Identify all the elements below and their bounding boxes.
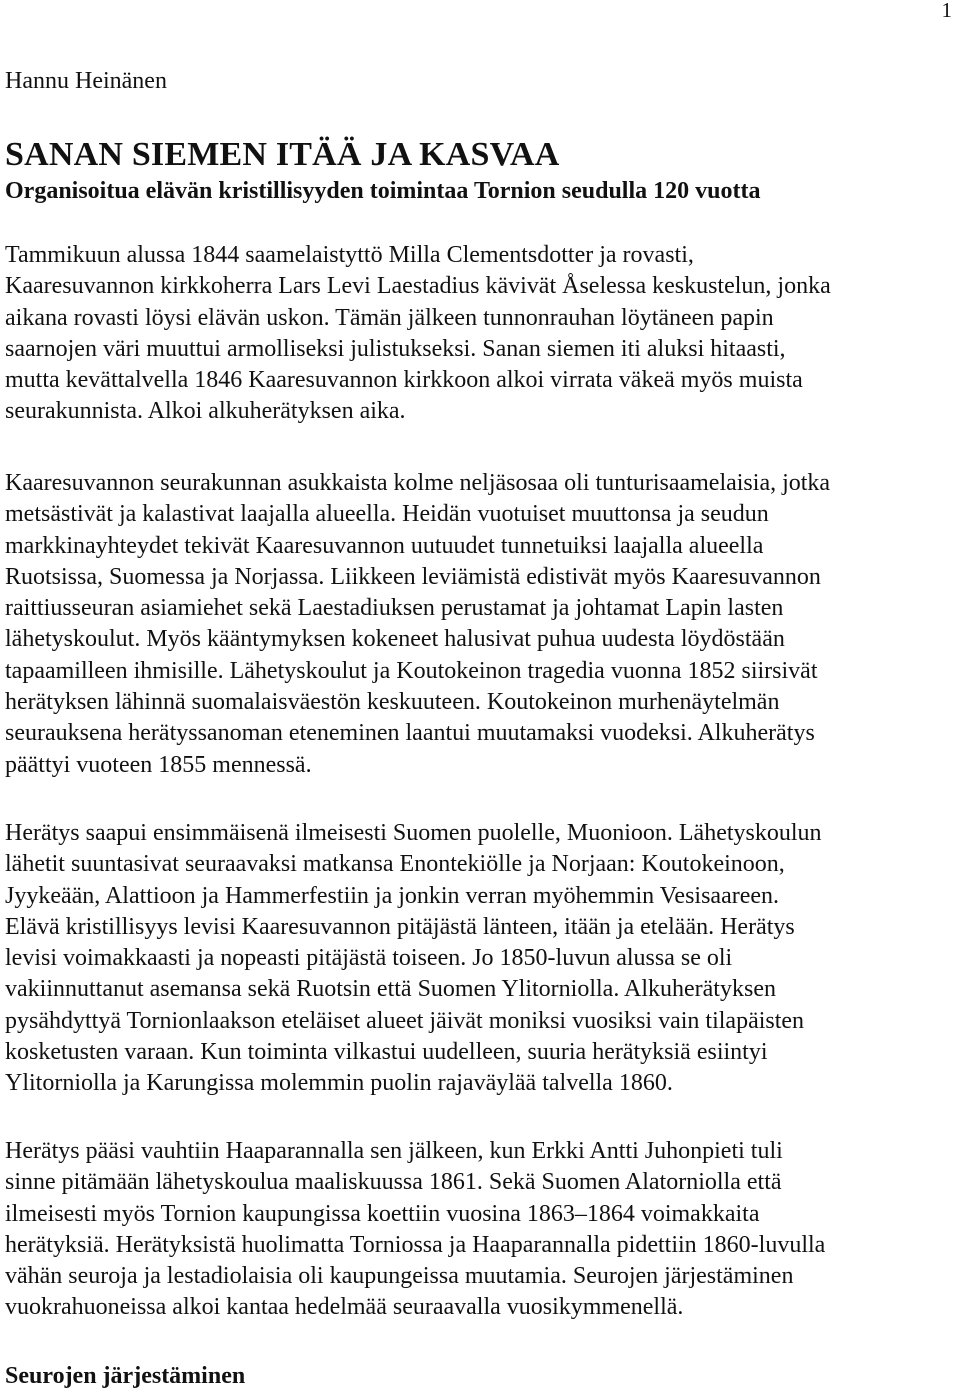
paragraph-4 [5,1136,955,1324]
document-subtitle: Organisoitua elävän kristillisyyden toimintaa Tornion seudulla 120 vuotta [5,178,761,204]
paragraph-line: vuokrahuoneissa alkoi kantaa hedelmää seuraavalla vuosikymmenellä. [5,1294,684,1321]
paragraph-line: markkinayhteydet tekivät Kaaresuvannon uutuudet tunnetuiksi laajalla alueella [5,532,764,559]
paragraph-line: Kaaresuvannon seurakunnan asukkaista kolme neljäsosaa oli tunturisaamelaisia, jotka [5,470,831,496]
paragraph-line: metsästivät ja kalastivat laajalla alueella. Heidän vuotuiset muuttonsa ja seudun [5,501,769,528]
document-title: SANAN SIEMEN ITÄÄ JA KASVAA [5,136,560,173]
section-heading: Seurojen järjestäminen [5,1363,246,1389]
paragraph-line: Ruotsissa, Suomessa ja Norjassa. Liikkeen leviämistä edistivät myös Kaaresuvannon [5,563,821,590]
paragraph-line: sinne pitämään lähetyskoulua maaliskuussa 1861. Sekä Suomen Alatorniolla että [5,1169,782,1196]
paragraph-2 [5,468,955,781]
paragraph-3 [5,818,955,1100]
paragraph-line: Ylitorniolla ja Karungissa molemmin puolin rajaväylää talvella 1860. [5,1070,673,1097]
paragraph-line: aikana rovasti löysi elävän uskon. Tämän jälkeen tunnonrauhan löytäneen papin [5,304,774,331]
paragraph-line: Jyykeään, Alattioon ja Hammerfestiin ja jonkin verran myöhemmin Vesisaareen. [5,882,780,909]
paragraph-line: päättyi vuoteen 1855 mennessä. [5,751,312,778]
paragraph-line: mutta kevättalvella 1846 Kaaresuvannon kirkkoon alkoi virrata väkeä myös muista [5,367,803,394]
author-name: Hannu Heinänen [5,68,167,94]
paragraph-line: tapaamilleen ihmisille. Lähetyskoulut ja Koutokeinon tragedia vuonna 1852 siirsivät [5,657,818,684]
paragraph-line: lähetyskoulut. Myös kääntymyksen kokeneet halusivat puhua uudesta löydöstään [5,626,785,653]
paragraph-line: Elävä kristillisyys levisi Kaaresuvannon pitäjästä länteen, itään ja etelään. Herätys [5,913,795,940]
paragraph-line: kosketusten varaan. Kun toiminta vilkastui uudelleen, suuria herätyksiä esiintyi [5,1039,768,1066]
paragraph-line: seurakunnista. Alkoi alkuherätyksen aika. [5,398,406,425]
paragraph-line: Herätys saapui ensimmäisenä ilmeisesti Suomen puolelle, Muonioon. Lähetyskoulun [5,820,822,846]
paragraph-line: herätyksiä. Herätyksistä huolimatta Torniossa ja Haaparannalla pidettiin 1860-luvulla [5,1231,826,1258]
paragraph-line: vähän seuroja ja lestadiolaisia oli kaupungeissa muutamia. Seurojen järjestäminen [5,1263,794,1290]
page-number: 1 [941,0,952,22]
paragraph-line: vakiinnuttanut asemansa sekä Ruotsin että Suomen Ylitorniolla. Alkuherätyksen [5,976,776,1003]
paragraph-line: lähetit suuntasivat seuraavaksi matkansa Enontekiölle ja Norjaan: Koutokeinoon, [5,851,785,878]
paragraph-line: herätyksen lähinnä suomalaisväestön keskuuteen. Koutokeinon murhenäytelmän [5,689,780,716]
paragraph-1 [5,240,955,428]
paragraph-line: raittiusseuran asiamiehet sekä Laestadiuksen perustamat ja johtamat Lapin lasten [5,595,784,622]
paragraph-line: saarnojen väri muuttui armolliseksi julistukseksi. Sanan siemen iti aluksi hitaasti, [5,335,786,362]
paragraph-line: levisi voimakkaasti ja nopeasti pitäjästä toiseen. Jo 1850-luvun alussa se oli [5,945,733,972]
paragraph-line: Kaaresuvannon kirkkoherra Lars Levi Laestadius kävivät Åselessa keskustelun, jonka [5,273,831,300]
paragraph-line: Tammikuun alussa 1844 saamelaistyttö Milla Clementsdotter ja rovasti, [5,242,694,268]
paragraph-line: ilmeisesti myös Tornion kaupungissa koettiin vuosina 1863–1864 voimakkaita [5,1200,760,1227]
paragraph-line: seurauksena herätyssanoman eteneminen laantui muutamaksi vuodeksi. Alkuherätys [5,720,815,747]
paragraph-line: Herätys pääsi vauhtiin Haaparannalla sen jälkeen, kun Erkki Antti Juhonpieti tuli [5,1138,783,1164]
paragraph-line: pysähdyttyä Tornionlaakson eteläiset alueet jäivät moniksi vuosiksi vain tilapäisten [5,1007,805,1034]
